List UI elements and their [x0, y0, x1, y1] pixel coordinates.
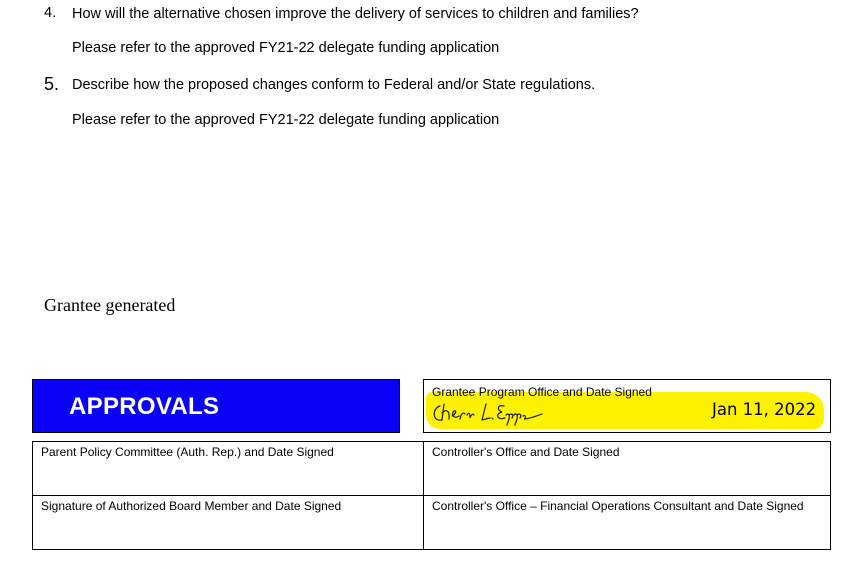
question-4-number: 4.	[44, 5, 57, 21]
grantee-generated-note: Grantee generated	[44, 295, 176, 315]
question-5-number: 5.	[44, 74, 60, 94]
controllers-office-label: Controller's Office and Date Signed	[432, 445, 620, 459]
board-member-label: Signature of Authorized Board Member and Date Signed	[41, 499, 342, 513]
grantee-program-office-label: Grantee Program Office and Date Signed	[432, 385, 652, 399]
question-5-answer: Please refer to the approved FY21-22 delegate funding application	[72, 112, 500, 128]
approvals-header	[32, 379, 400, 433]
question-4-answer: Please refer to the approved FY21-22 delegate funding application	[72, 40, 500, 56]
approvals-title: APPROVALS	[69, 393, 220, 420]
parent-policy-committee-label: Parent Policy Committee (Auth. Rep.) and Date Signed	[41, 445, 334, 459]
handwritten-signature	[430, 396, 550, 426]
signed-date: Jan 11, 2022	[712, 400, 817, 419]
financial-operations-label: Controller's Office – Financial Operations Consultant and Date Signed	[432, 499, 804, 513]
question-5-text: Describe how the proposed changes conform to Federal and/or State regulations.	[72, 77, 596, 93]
question-4-text: How will the alternative chosen improve the delivery of services to children and families?	[72, 6, 639, 22]
